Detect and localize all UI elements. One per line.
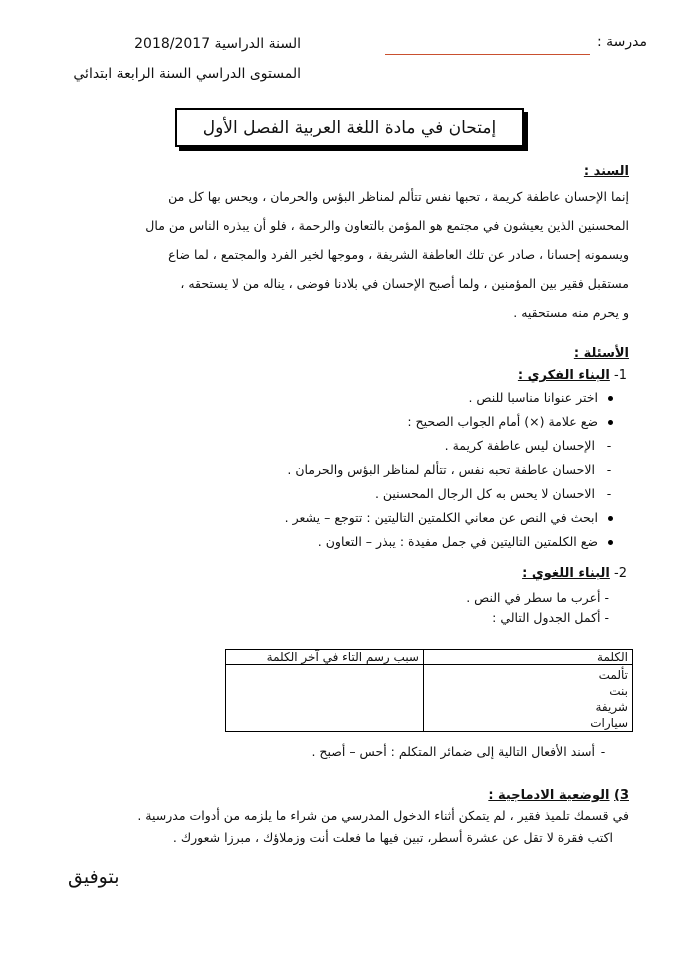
list-item: - الاحسان عاطفة تحبه نفس ، تتألم لمناظر البؤس والحرمان .	[285, 458, 613, 482]
part2-heading	[522, 566, 627, 581]
list-item: - الاحسان لا يحس به كل الرجال المحسنين .	[285, 482, 613, 506]
list-item: ابحث في النص عن معاني الكلمتين التاليتين : تتوجع – يشعر .	[285, 506, 613, 530]
bullet-dash-icon: -	[606, 486, 612, 501]
school-level: المستوى الدراسي السنة الرابعة ابتدائي	[73, 66, 301, 82]
table-row	[226, 665, 633, 732]
part2-item: - أعرب ما سطر في النص .	[466, 590, 609, 605]
list-item: ضع الكلمتين التاليتين في جمل مفيدة : يبذر – التعاون .	[285, 530, 613, 554]
bullet-dash-icon: -	[600, 744, 606, 759]
list-item: ضع علامة (×) أمام الجواب الصحيح :	[285, 410, 613, 434]
bullet-dot-icon	[608, 396, 613, 401]
bullet-dot-icon	[608, 420, 613, 425]
exam-title-box	[175, 108, 524, 147]
text-line: و يحرم منه مستحقيه .	[513, 305, 629, 320]
part1-title: البناء الفكري :	[517, 368, 610, 383]
text-line: ويسمونه إحسانا ، صادر عن تلك العاطفة الشريفة ، وموجها لخير الفرد والمجتمع ، لما ضاع	[168, 247, 629, 262]
table-header-row	[226, 650, 633, 665]
after-table-item: - أسند الأفعال التالية إلى ضمائر المتكلم : أحس – أصبح .	[311, 744, 606, 759]
questions-label: الأسئلة :	[573, 346, 629, 361]
part3-line: في قسمك تلميذ فقير ، لم يتمكن أثناء الدخول المدرسي من شراء ما يلزمه من أدوات مدرسية .	[137, 808, 629, 823]
school-year: السنة الدراسية 2018/2017	[134, 36, 301, 52]
bullet-dot-icon	[608, 516, 613, 521]
bullet-dot-icon	[608, 540, 613, 545]
part2-number: 2-	[614, 566, 627, 581]
table-word: تألمت	[598, 668, 628, 682]
list-item: - الإحسان ليس عاطفة كريمة .	[285, 434, 613, 458]
bullet-dash-icon: -	[606, 462, 612, 477]
part1-question-list	[285, 386, 613, 554]
table-word: سيارات	[590, 716, 628, 730]
exam-title: إمتحان في مادة اللغة العربية الفصل الأول	[202, 117, 497, 138]
school-label: مدرسة :	[596, 34, 647, 50]
table-header-reason: سبب رسم التاء في آخر الكلمة	[226, 650, 424, 665]
table-word: بنت	[609, 684, 628, 698]
part1-heading	[518, 368, 627, 383]
word-table	[225, 649, 633, 732]
part3-number: 3)	[614, 788, 629, 803]
part1-number: 1-	[614, 368, 627, 383]
part2-title: البناء اللغوي :	[522, 566, 610, 581]
part3-heading	[488, 788, 629, 803]
school-name-blank-line	[385, 54, 590, 55]
text-line: إنما الإحسان عاطفة كريمة ، تحبها نفس تتألم لمناظر البؤس والحرمان ، ويحس بها كل من	[168, 189, 629, 204]
table-reason-cell	[226, 665, 424, 732]
table-word: شريفة	[595, 700, 628, 714]
part3-title: الوضعية الادماجية :	[488, 788, 610, 803]
text-line: مستقبل فقير بين المؤمنين ، ولما أصبح الإحسان في بلادنا فوضى ، يناله من لا يستحقه ،	[180, 276, 629, 291]
part3-line: اكتب فقرة لا تقل عن عشرة أسطر، تبين فيها ما فعلت أنت وزملاؤك ، مبرزا شعورك .	[172, 830, 613, 845]
text-line: المحسنين الذين يعيشون في مجتمع هو المؤمن بالتعاون والرحمة ، فلو أن يبذره الناس من مال	[145, 218, 629, 233]
text-section-label: السند :	[583, 164, 629, 179]
part2-item: - أكمل الجدول التالي :	[492, 610, 609, 625]
table-header-word: الكلمة	[424, 650, 633, 665]
text-paragraph	[56, 182, 629, 327]
bullet-dash-icon: -	[606, 438, 612, 453]
list-item: اختر عنوانا مناسبا للنص .	[285, 386, 613, 410]
closing-signature: بتوفيق	[68, 866, 120, 888]
table-words-cell	[424, 665, 633, 732]
